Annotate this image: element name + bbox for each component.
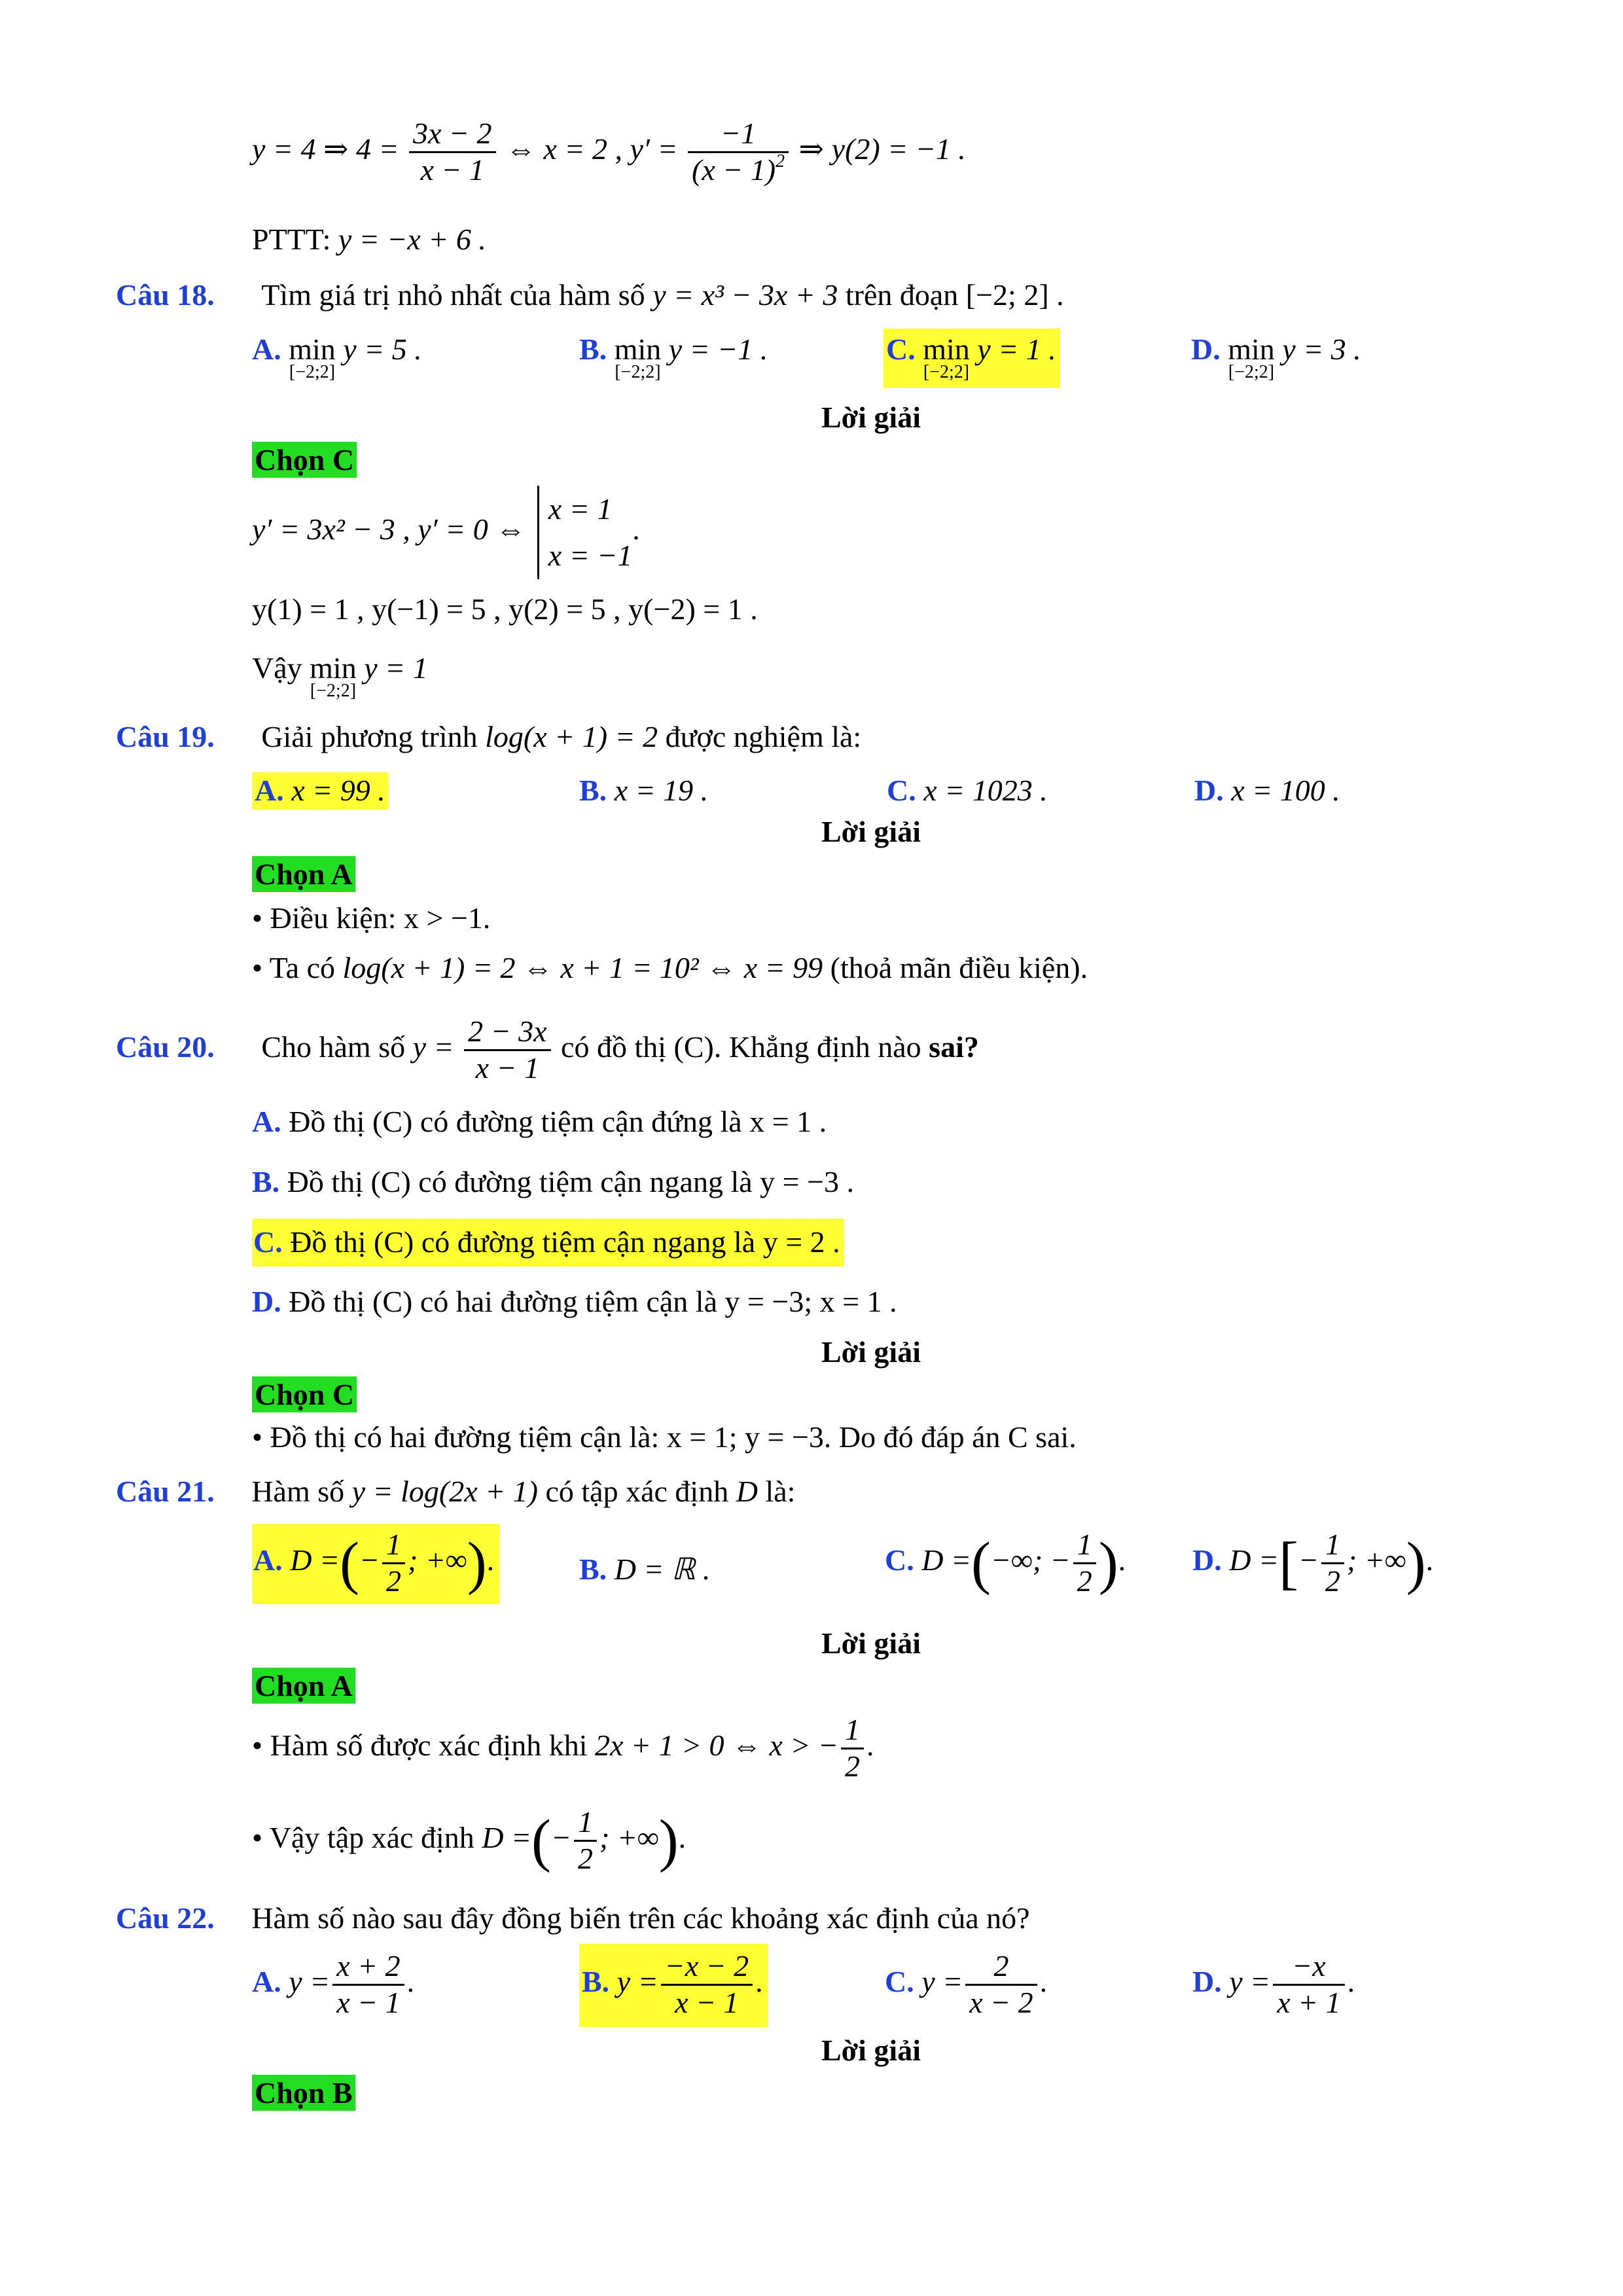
- option-value: y =: [289, 1964, 330, 1998]
- solution-line: y(1) = 1 , y(−1) = 5 , y(2) = 5 , y(−2) = 1 .: [252, 592, 758, 626]
- option-d[interactable]: [1194, 774, 1340, 808]
- solution-heading: Lời giải: [821, 815, 921, 848]
- option-value: .: [1425, 1543, 1434, 1577]
- solution-line: • Vậy tập xác định D =(− $\frac{1}{2}$ ; +∞).: [252, 1805, 687, 1875]
- question-text: có tập xác định: [545, 1475, 729, 1508]
- question-math: y = log(2x + 1): [351, 1475, 538, 1508]
- option-label: B.: [252, 1165, 280, 1198]
- option-label: D.: [1192, 1543, 1222, 1577]
- option-value: D = ℝ .: [614, 1552, 711, 1586]
- question-math: [−2; 2] .: [965, 278, 1064, 312]
- paren: ): [467, 1530, 487, 1596]
- option-value: x = 100 .: [1231, 774, 1340, 807]
- fraction: $\frac{1}{2}$: [841, 1713, 864, 1784]
- option-b[interactable]: [579, 774, 708, 808]
- min-operator: min [−2;2]: [289, 332, 336, 382]
- option-value: y = 3 .: [1282, 332, 1361, 366]
- option-c[interactable]: [885, 1949, 1047, 2020]
- option-a-correct[interactable]: [252, 1524, 499, 1604]
- min-operator: min [−2;2]: [310, 651, 357, 701]
- option-value: y = −1 .: [668, 332, 768, 366]
- pttt-value: y = −x + 6 .: [338, 223, 486, 256]
- option-label: A.: [252, 332, 281, 366]
- question-math: log(x + 1) = 2: [485, 720, 658, 753]
- option-value: −: [359, 1543, 380, 1577]
- question-text: Hàm số: [251, 1475, 345, 1508]
- option-d[interactable]: [1191, 332, 1361, 382]
- solution-heading: Lời giải: [821, 401, 921, 434]
- question-label: Câu 19.: [116, 720, 215, 753]
- option-value: Đồ thị (C) có đường tiệm cận ngang là y = 2 .: [290, 1225, 840, 1259]
- solution-heading: Lời giải: [821, 1335, 921, 1369]
- option-value: D =: [290, 1543, 340, 1577]
- answer-chon: Chọn A: [252, 1669, 355, 1704]
- option-value: x = 19 .: [614, 774, 709, 807]
- paren: (: [340, 1530, 359, 1596]
- paren: (: [531, 1808, 551, 1873]
- option-label: A.: [252, 1105, 281, 1138]
- option-b[interactable]: [579, 1552, 710, 1587]
- option-value: Đồ thị (C) có đường tiệm cận đứng là x = 1 .: [289, 1105, 827, 1138]
- paren: (: [971, 1530, 991, 1596]
- option-label: C.: [253, 1225, 283, 1259]
- option-value: Đồ thị (C) có đường tiệm cận ngang là y = −3 .: [287, 1165, 855, 1198]
- option-value: x = 99 .: [291, 774, 385, 807]
- solution-line: • Điều kiện: x > −1.: [252, 901, 491, 935]
- option-value: −: [1298, 1543, 1319, 1577]
- solution-line: y′ = 3x² − 3 , y′ = 0 ⇔ x = 1 x = −1 .: [252, 486, 640, 579]
- fraction: $\frac{1}{2}$: [574, 1805, 597, 1876]
- eq-part: ⇔ x = 2 ,: [506, 132, 622, 166]
- option-value: y =: [616, 1964, 658, 1998]
- solution-math: y′ = 3x² − 3 , y′ = 0 ⇔: [252, 512, 526, 546]
- option-d[interactable]: [252, 1285, 897, 1319]
- option-value: ; +∞: [408, 1543, 467, 1577]
- question-text: Hàm số nào sau đây đồng biến trên các khoảng xác định của nó?: [251, 1901, 1030, 1935]
- question-text: Tìm giá trị nhỏ nhất của hàm số: [261, 278, 645, 312]
- fraction: $\frac{-x}{x + 1}$: [1273, 1949, 1344, 2020]
- option-c-correct[interactable]: [252, 1219, 844, 1266]
- option-label: B.: [579, 332, 607, 366]
- option-label: A.: [252, 1964, 281, 1998]
- fraction: $\frac{-1}{(x - 1)^2}$: [688, 117, 789, 188]
- fraction: $\frac{1}{2}$: [1073, 1528, 1096, 1599]
- fraction: $\frac{3x - 2}{x - 1}$: [409, 117, 495, 188]
- option-label: A.: [253, 1543, 283, 1577]
- pttt-line: [252, 223, 486, 257]
- option-b[interactable]: [252, 1165, 854, 1200]
- option-value: .: [1347, 1964, 1355, 1998]
- option-label: D.: [252, 1285, 281, 1318]
- answer-chon: Chọn C: [252, 443, 357, 478]
- min-operator: min [−2;2]: [614, 332, 662, 382]
- option-label: C.: [885, 1543, 914, 1577]
- question-18: [116, 278, 1064, 313]
- question-label: Câu 20.: [116, 1030, 215, 1064]
- case-bracket: x = 1 x = −1: [537, 486, 633, 579]
- question-text: trên đoạn: [845, 278, 959, 312]
- answer-chon: Chọn C: [252, 1378, 357, 1412]
- question-22: [116, 1901, 1030, 1936]
- option-a[interactable]: [252, 1949, 414, 2020]
- option-c[interactable]: [887, 774, 1048, 808]
- fraction: $\frac{-x - 2}{x - 1}$: [661, 1949, 753, 2020]
- solution-line: Vậy min [−2;2] y = 1: [252, 651, 428, 701]
- option-b-correct[interactable]: [579, 1944, 768, 2027]
- question-text: là:: [765, 1475, 796, 1508]
- option-value: y =: [1229, 1964, 1271, 1998]
- eq-part: y′ =: [630, 132, 678, 166]
- paren: ): [1406, 1530, 1426, 1596]
- fraction: $\frac{2}{x - 2}$: [965, 1949, 1037, 2020]
- question-20: [116, 1014, 979, 1086]
- option-value: Đồ thị (C) có hai đường tiệm cận là y = −3; x = 1 .: [289, 1285, 897, 1318]
- answer-chon: Chọn B: [252, 2076, 355, 2111]
- option-value: .: [1039, 1964, 1048, 1998]
- option-label: B.: [579, 774, 607, 807]
- solution-line: • Đồ thị có hai đường tiệm cận là: x = 1; y = −3. Do đó đáp án C sai.: [252, 1420, 1077, 1454]
- question-label: Câu 21.: [116, 1475, 215, 1508]
- paren: ): [1098, 1530, 1118, 1596]
- paren: ): [658, 1808, 679, 1873]
- question-math: D: [736, 1475, 758, 1508]
- option-label: B.: [582, 1964, 610, 1998]
- option-d[interactable]: [1192, 1949, 1355, 2020]
- option-value: y =: [921, 1964, 963, 1998]
- question-text: Giải phương trình: [261, 720, 478, 753]
- question-label: Câu 22.: [116, 1901, 215, 1935]
- option-c[interactable]: [885, 1528, 1126, 1599]
- solution-heading: Lời giải: [821, 2034, 921, 2067]
- option-value: x = 1023 .: [923, 774, 1048, 807]
- solution-line: • Ta có log(x + 1) = 2 ⇔ x + 1 = 10² ⇔ x = 99 (thoả mãn điều kiện).: [252, 951, 1088, 984]
- question-math: y = x³ − 3x + 3: [652, 278, 838, 312]
- option-a-correct[interactable]: [252, 772, 388, 810]
- option-label: B.: [579, 1552, 607, 1586]
- option-value: −∞; −: [990, 1543, 1071, 1577]
- eq-part: y = 4 ⇒ 4 =: [252, 132, 399, 166]
- option-label: D.: [1192, 1964, 1222, 1998]
- option-value: .: [1118, 1543, 1126, 1577]
- option-label: C.: [887, 774, 916, 807]
- option-label: C.: [886, 332, 916, 366]
- option-label: D.: [1191, 332, 1221, 366]
- option-label: A.: [255, 774, 284, 807]
- bracket: [: [1279, 1530, 1298, 1596]
- answer-chon: Chọn A: [252, 857, 355, 892]
- fraction: $\frac{2 - 3x}{x - 1}$: [464, 1014, 550, 1086]
- eq-part: ⇒ y(2) = −1 .: [798, 132, 966, 166]
- option-value: .: [406, 1964, 415, 1998]
- solution-line: • Hàm số được xác định khi 2x + 1 > 0 ⇔ x > − $\frac{1}{2}$ .: [252, 1713, 874, 1783]
- option-value: .: [486, 1543, 495, 1577]
- fraction: $\frac{x + 2}{x - 1}$: [332, 1949, 404, 2020]
- solution-heading: Lời giải: [821, 1626, 921, 1660]
- pttt-label: PTTT:: [252, 223, 331, 256]
- option-a[interactable]: [252, 1105, 827, 1139]
- fraction: $\frac{1}{2}$: [382, 1528, 405, 1599]
- prev-solution-line: [252, 117, 966, 188]
- option-value: D =: [1229, 1543, 1279, 1577]
- option-label: D.: [1194, 774, 1224, 807]
- question-math: y =: [412, 1030, 454, 1064]
- fraction: $\frac{1}{2}$: [1321, 1528, 1344, 1599]
- option-b[interactable]: [579, 332, 768, 382]
- question-text: có đồ thị (C). Khẳng định nào: [561, 1030, 921, 1064]
- option-a[interactable]: [252, 332, 422, 382]
- question-text: được nghiệm là:: [665, 720, 862, 753]
- option-d[interactable]: [1192, 1528, 1433, 1599]
- question-19: [116, 720, 861, 755]
- option-value: .: [755, 1964, 763, 1998]
- option-c-correct[interactable]: [883, 329, 1060, 388]
- question-text: Cho hàm số: [261, 1030, 406, 1064]
- option-value: y = 1 .: [977, 332, 1056, 366]
- question-label: Câu 18.: [116, 278, 215, 312]
- option-value: ; +∞: [1347, 1543, 1406, 1577]
- option-label: C.: [885, 1964, 914, 1998]
- question-21: [116, 1475, 795, 1509]
- min-operator: min [−2;2]: [1228, 332, 1275, 382]
- option-value: y = 5 .: [343, 332, 422, 366]
- question-emphasis: sai?: [929, 1030, 979, 1064]
- option-value: D =: [921, 1543, 971, 1577]
- min-operator: min [−2;2]: [923, 332, 970, 382]
